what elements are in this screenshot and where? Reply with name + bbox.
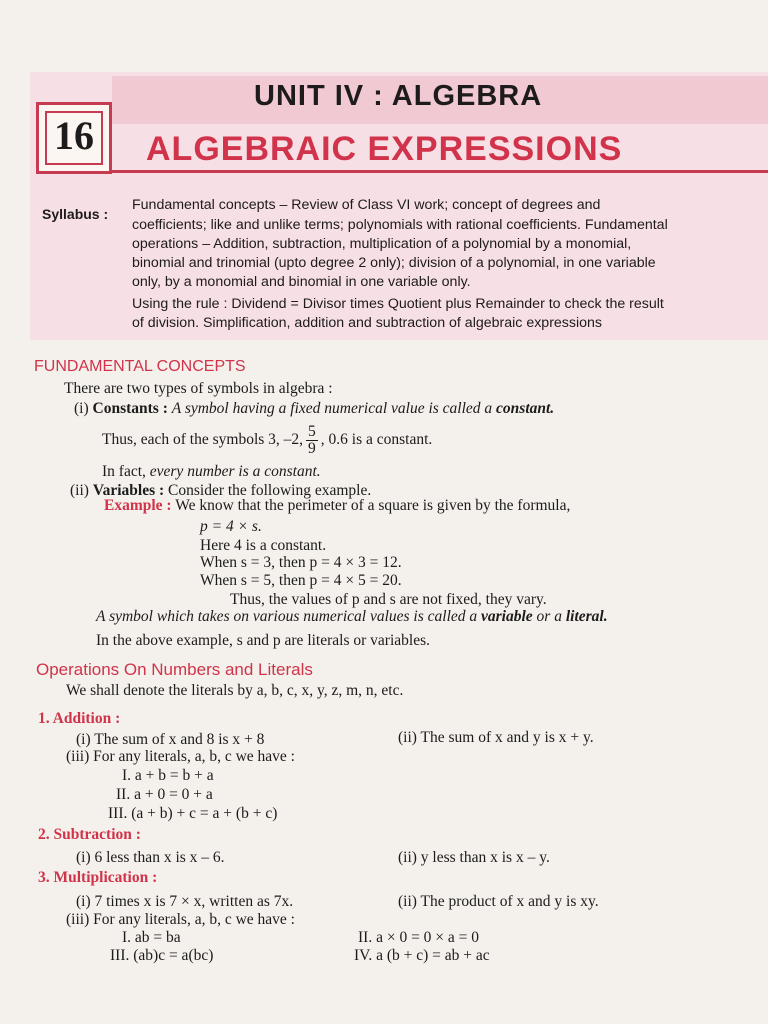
constants-thus-end: , 0.6 is a constant. [320,431,433,449]
subtraction-heading: 2. Subtraction : [38,826,141,843]
chapter-number: 16 [54,113,94,158]
unit-title: UNIT IV : ALGEBRA [254,80,543,112]
syllabus-rule-1: Using the rule : Dividend = Divisor times Quotient plus Remainder to check the result [132,296,664,312]
multiplication-i: (i) 7 times x is 7 × x, written as 7x. [76,893,294,910]
subtraction-i: (i) 6 less than x is x – 6. [76,849,225,866]
addition-II: II. a + 0 = 0 + a [116,786,213,803]
syllabus-line-4: binomial and trinomial (upto degree 2 only); division of a polynomial, in one variable [132,255,656,271]
fact-statement: every number is a constant. [149,463,321,480]
multiplication-IV: IV. a (b + c) = ab + ac [354,947,490,964]
addition-III: III. (a + b) + c = a + (b + c) [108,805,278,822]
addition-ii: (ii) The sum of x and y is x + y. [398,729,594,746]
addition-I: I. a + b = b + a [122,767,214,784]
example-line-1: Here 4 is a constant. [200,537,327,554]
example-line [104,497,570,515]
variables-term: Variables : [92,482,165,499]
example-text: We know that the perimeter of a square is given by the formula, [175,497,571,514]
addition-heading: 1. Addition : [38,710,121,727]
variable-or: or a [536,608,562,625]
variables-text: Consider the following example. [168,482,372,499]
syllabus-line-5: only, by a monomial and binomial in one variable only. [132,274,471,290]
multiplication-ii: (ii) The product of x and y is xy. [398,893,599,910]
section-heading-operations: Operations On Numbers and Literals [36,660,313,679]
addition-i: (i) The sum of x and 8 is x + 8 [76,731,265,748]
variables-num: (ii) [70,482,89,499]
fraction-numerator: 5 [308,423,316,440]
constants-thus: Thus, each of the symbols 3, –2, [102,431,304,449]
example-line-3: When s = 5, then p = 4 × 5 = 20. [200,572,402,589]
constants-num: (i) [74,400,89,417]
fact-lead: In fact, [102,463,146,480]
constants-example [102,424,432,457]
chapter-title: ALGEBRAIC EXPRESSIONS [146,130,623,168]
syllabus-rule-2: of division. Simplification, addition and subtraction of algebraic expressions [132,315,603,331]
literal-word: literal. [565,608,608,625]
variable-word: variable [481,608,533,625]
operations-intro: We shall denote the literals by a, b, c, x, y, z, m, n, etc. [66,682,404,699]
multiplication-III: III. (ab)c = a(bc) [110,947,214,964]
formula: p = 4 × s. [200,518,262,535]
multiplication-II: II. a × 0 = 0 × a = 0 [358,929,480,946]
variables-summary: In the above example, s and p are literals or variables. [96,632,430,649]
example-line-2: When s = 3, then p = 4 × 3 = 12. [200,554,402,571]
constants-fact [102,463,321,481]
intro-text: There are two types of symbols in algebra : [64,380,333,397]
constants-def: A symbol having a fixed numerical value is called a [171,400,493,417]
example-line-4: Thus, the values of p and s are not fixed, they vary. [230,591,547,608]
addition-iii: (iii) For any literals, a, b, c we have : [66,748,295,765]
variable-definition [96,608,608,626]
multiplication-iii: (iii) For any literals, a, b, c we have : [66,911,295,928]
fraction-denominator: 9 [308,440,316,457]
syllabus-line-3: operations – Addition, subtraction, multiplication of a polynomial by a monomial, [132,236,632,252]
section-heading-fundamental: FUNDAMENTAL CONCEPTS [34,358,246,375]
subtraction-ii: (ii) y less than x is x – y. [398,849,550,866]
constants-term: Constants : [92,400,168,417]
syllabus-label: Syllabus : [42,206,109,222]
title-underline [112,170,768,173]
syllabus-line-2: coefficients; like and unlike terms; polynomials with rational coefficients. Fundamental [132,217,668,233]
variable-def-lead: A symbol which takes on various numerical values is called a [96,608,478,625]
constants-word: constant. [496,400,555,417]
fraction [306,424,318,457]
multiplication-I: I. ab = ba [122,929,181,946]
constants-line [74,400,554,418]
multiplication-heading: 3. Multiplication : [38,869,158,886]
syllabus-line-1: Fundamental concepts – Review of Class VI work; concept of degrees and [132,197,601,213]
example-label: Example : [104,497,172,514]
